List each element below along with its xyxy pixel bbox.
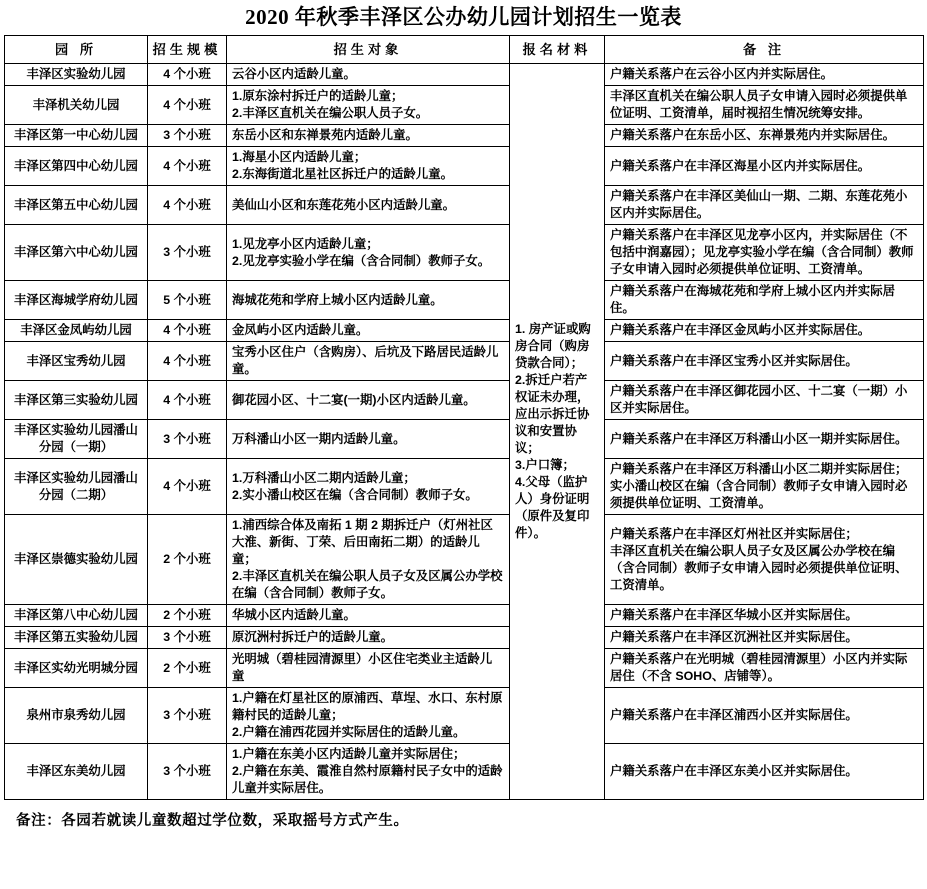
cell-remark	[605, 147, 924, 186]
remark-line: 户籍关系落户在丰泽区华城小区并实际居住。	[610, 608, 858, 622]
remark-line: 户籍关系落户在东岳小区、东禅景苑内并实际居住。	[610, 128, 895, 142]
cell-kindergarten-name: 丰泽区实验幼儿园潘山分园（二期）	[5, 459, 148, 515]
cell-enrollment-scale: 2 个小班	[148, 605, 227, 627]
cell-remark	[605, 459, 924, 515]
cell-enrollment-target	[227, 342, 510, 381]
cell-remark	[605, 86, 924, 125]
target-line: 2.户籍在浦西花园并实际居住的适龄儿童。	[232, 725, 466, 739]
cell-enrollment-scale: 4 个小班	[148, 459, 227, 515]
remark-line: 户籍关系落户在丰泽区宝秀小区并实际居住。	[610, 353, 858, 368]
cell-kindergarten-name: 丰泽区第三实验幼儿园	[5, 381, 148, 420]
table-row	[5, 649, 924, 688]
cell-remark	[605, 515, 924, 605]
header-row	[5, 36, 924, 64]
cell-enrollment-target	[227, 225, 510, 281]
remark-line: 户籍关系落户在丰泽区灯州社区并实际居住；	[610, 526, 858, 541]
cell-remark	[605, 605, 924, 627]
cell-enrollment-target	[227, 605, 510, 627]
cell-enrollment-target	[227, 147, 510, 186]
table-row	[5, 342, 924, 381]
target-line: 1.见龙亭小区内适龄儿童；	[232, 236, 379, 251]
materials-line: 1. 房产证或购房合同（购房贷款合同）；	[515, 322, 591, 370]
cell-enrollment-scale: 2 个小班	[148, 515, 227, 605]
target-line: 1.浦西综合体及南拓 1 期 2 期拆迁户（灯州社区大淮、新街、丁荣、后田南拓二期）的适龄儿童；	[232, 518, 493, 566]
table-row	[5, 225, 924, 281]
cell-remark	[605, 186, 924, 225]
target-line: 2.实小潘山校区在编（含合同制）教师子女。	[232, 487, 478, 502]
target-line: 御花园小区、十二宴(一期)小区内适龄儿童。	[232, 392, 476, 407]
cell-enrollment-target	[227, 420, 510, 459]
table-row	[5, 515, 924, 605]
enrollment-table	[4, 35, 924, 800]
column-header-target: 招生对象	[227, 36, 510, 64]
cell-kindergarten-name: 丰泽区海城学府幼儿园	[5, 281, 148, 320]
cell-enrollment-scale: 4 个小班	[148, 186, 227, 225]
cell-registration-materials	[510, 64, 605, 800]
remark-line: 户籍关系落户在云谷小区内并实际居住。	[610, 67, 834, 81]
target-line: 2.东海街道北星社区拆迁户的适龄儿童。	[232, 167, 453, 181]
cell-enrollment-scale: 3 个小班	[148, 225, 227, 281]
remark-line: 户籍关系落户在丰泽区沉洲社区并实际居住。	[610, 630, 858, 644]
table-row	[5, 605, 924, 627]
cell-enrollment-target	[227, 515, 510, 605]
cell-remark	[605, 281, 924, 320]
materials-line: 4.父母（监护人）身份证明（原件及复印件）。	[515, 475, 590, 540]
table-row	[5, 320, 924, 342]
cell-remark	[605, 320, 924, 342]
cell-kindergarten-name: 丰泽区实幼光明城分园	[5, 649, 148, 688]
cell-kindergarten-name: 丰泽区实验幼儿园	[5, 64, 148, 86]
cell-kindergarten-name: 丰泽区第五实验幼儿园	[5, 627, 148, 649]
target-line: 华城小区内适龄儿童。	[232, 608, 356, 622]
cell-kindergarten-name: 丰泽区第六中心幼儿园	[5, 225, 148, 281]
cell-enrollment-scale: 4 个小班	[148, 147, 227, 186]
table-row	[5, 688, 924, 744]
target-line: 2.户籍在东美、霞淮自然村原籍村民子女中的适龄儿童并实际居住。	[232, 764, 503, 795]
remark-line: 户籍关系落户在丰泽区见龙亭小区内，并实际居住（不包括中润嘉园）；见龙亭实验小学在编（含合同制）教师子女申请入园时必须提供单位证明、工资清单。	[610, 228, 914, 276]
remark-line: 户籍关系落户在丰泽区金凤屿小区并实际居住。	[610, 323, 871, 337]
column-header-name: 园 所	[5, 36, 148, 64]
cell-remark	[605, 744, 924, 800]
target-line: 光明城（碧桂园清源里）小区住宅类业主适龄儿童	[232, 652, 493, 683]
cell-enrollment-scale: 3 个小班	[148, 627, 227, 649]
remark-line: 户籍关系落户在丰泽区万科潘山小区二期并实际居住；实小潘山校区在编（含合同制）教师子女申请入园时必须提供单位证明、工资清单。	[610, 462, 908, 510]
table-row	[5, 420, 924, 459]
target-line: 1.海星小区内适龄儿童；	[232, 150, 367, 164]
cell-enrollment-scale: 3 个小班	[148, 688, 227, 744]
cell-remark	[605, 381, 924, 420]
target-line: 原沉洲村拆迁户的适龄儿童。	[232, 630, 394, 644]
cell-enrollment-scale: 4 个小班	[148, 342, 227, 381]
cell-remark	[605, 627, 924, 649]
table-row	[5, 381, 924, 420]
target-line: 1.万科潘山小区二期内适龄儿童；	[232, 470, 416, 485]
remark-line: 户籍关系落户在丰泽区美仙山一期、二期、东莲花苑小区内并实际居住。	[610, 189, 908, 220]
target-line: 1.户籍在东美小区内适龄儿童并实际居住；	[232, 747, 466, 761]
remark-line: 丰泽区直机关在编公职人员子女申请入园时必须提供单位证明、工资清单，届时视招生情况统筹安排。	[610, 89, 908, 120]
remark-line: 户籍关系落户在丰泽区万科潘山小区一期并实际居住。	[610, 431, 908, 446]
cell-remark	[605, 688, 924, 744]
cell-remark	[605, 64, 924, 86]
remark-line: 户籍关系落户在海城花苑和学府上城小区内并实际居住。	[610, 284, 895, 315]
materials-line: 3.户口簿；	[515, 458, 575, 472]
cell-enrollment-target	[227, 459, 510, 515]
cell-kindergarten-name: 丰泽区第四中心幼儿园	[5, 147, 148, 186]
cell-enrollment-scale: 3 个小班	[148, 420, 227, 459]
remark-line: 户籍关系落户在光明城（碧桂园清源里）小区内并实际居住（不含 SOHO、店铺等）。	[610, 652, 908, 683]
cell-enrollment-scale: 5 个小班	[148, 281, 227, 320]
table-row	[5, 186, 924, 225]
remark-line: 户籍关系落户在丰泽区东美小区并实际居住。	[610, 764, 858, 778]
table-row	[5, 64, 924, 86]
target-line: 1.原东涂村拆迁户的适龄儿童；	[232, 89, 404, 103]
cell-kindergarten-name: 丰泽区金凤屿幼儿园	[5, 320, 148, 342]
remark-line: 户籍关系落户在丰泽区浦西小区并实际居住。	[610, 708, 858, 722]
target-line: 1.户籍在灯星社区的原浦西、草埕、水口、东村原籍村民的适龄儿童；	[232, 691, 503, 722]
cell-remark	[605, 225, 924, 281]
target-line: 海城花苑和学府上城小区内适龄儿童。	[232, 292, 443, 307]
cell-remark	[605, 420, 924, 459]
target-line: 2.丰泽区直机关在编公职人员子女。	[232, 106, 429, 120]
column-header-scale: 招生规模	[148, 36, 227, 64]
materials-line: 2.拆迁户若产权证未办理，应出示拆迁协议和安置协议；	[515, 373, 590, 455]
cell-enrollment-scale: 4 个小班	[148, 320, 227, 342]
cell-enrollment-scale: 4 个小班	[148, 64, 227, 86]
cell-enrollment-target	[227, 320, 510, 342]
cell-enrollment-target	[227, 381, 510, 420]
cell-kindergarten-name: 丰泽区实验幼儿园潘山分园（一期）	[5, 420, 148, 459]
cell-enrollment-scale: 4 个小班	[148, 86, 227, 125]
cell-kindergarten-name: 丰泽区第八中心幼儿园	[5, 605, 148, 627]
target-line: 云谷小区内适龄儿童。	[232, 67, 356, 81]
remark-line: 户籍关系落户在丰泽区御花园小区、十二宴（一期）小区并实际居住。	[610, 384, 908, 415]
cell-enrollment-target	[227, 649, 510, 688]
target-line: 万科潘山小区一期内适龄儿童。	[232, 431, 406, 446]
page-title: 2020 年秋季丰泽区公办幼儿园计划招生一览表	[245, 5, 682, 29]
table-footnote: 备注：各园若就读儿童数超过学位数，采取摇号方式产生。	[16, 813, 409, 829]
cell-enrollment-scale: 3 个小班	[148, 744, 227, 800]
cell-remark	[605, 125, 924, 147]
target-line: 金凤屿小区内适龄儿童。	[232, 323, 369, 337]
target-line: 2.丰泽区直机关在编公职人员子女及区属公办学校在编（含合同制）教师子女。	[232, 569, 503, 600]
cell-kindergarten-name: 丰泽区第五中心幼儿园	[5, 186, 148, 225]
remark-line: 户籍关系落户在丰泽区海星小区内并实际居住。	[610, 158, 871, 173]
table-row	[5, 744, 924, 800]
cell-remark	[605, 342, 924, 381]
column-header-remark: 备 注	[605, 36, 924, 64]
column-header-materials: 报名材料	[510, 36, 605, 64]
target-line: 美仙山小区和东莲花苑小区内适龄儿童。	[232, 197, 456, 212]
cell-enrollment-target	[227, 688, 510, 744]
cell-enrollment-target	[227, 627, 510, 649]
cell-enrollment-scale: 3 个小班	[148, 125, 227, 147]
cell-remark	[605, 649, 924, 688]
cell-kindergarten-name: 丰泽区宝秀幼儿园	[5, 342, 148, 381]
cell-kindergarten-name: 泉州市泉秀幼儿园	[5, 688, 148, 744]
cell-kindergarten-name: 丰泽机关幼儿园	[5, 86, 148, 125]
cell-kindergarten-name: 丰泽区崇德实验幼儿园	[5, 515, 148, 605]
table-row	[5, 627, 924, 649]
table-row	[5, 86, 924, 125]
cell-enrollment-target	[227, 186, 510, 225]
cell-enrollment-target	[227, 281, 510, 320]
table-row	[5, 459, 924, 515]
cell-enrollment-scale: 4 个小班	[148, 381, 227, 420]
table-body	[5, 64, 924, 800]
table-row	[5, 281, 924, 320]
cell-kindergarten-name: 丰泽区东美幼儿园	[5, 744, 148, 800]
table-header	[5, 36, 924, 64]
cell-enrollment-target	[227, 64, 510, 86]
target-line: 东岳小区和东禅景苑内适龄儿童。	[232, 128, 418, 142]
cell-enrollment-target	[227, 125, 510, 147]
table-row	[5, 147, 924, 186]
target-line: 宝秀小区住户（含购房）、后坑及下路居民适龄儿童。	[232, 345, 499, 376]
remark-line: 丰泽区直机关在编公职人员子女及区属公办学校在编（含合同制）教师子女申请入园时必须提供单位证明、工资清单。	[610, 543, 908, 592]
cell-enrollment-scale: 2 个小班	[148, 649, 227, 688]
cell-enrollment-target	[227, 86, 510, 125]
table-row	[5, 125, 924, 147]
target-line: 2.见龙亭实验小学在编（含合同制）教师子女。	[232, 253, 491, 268]
cell-kindergarten-name: 丰泽区第一中心幼儿园	[5, 125, 148, 147]
cell-enrollment-target	[227, 744, 510, 800]
